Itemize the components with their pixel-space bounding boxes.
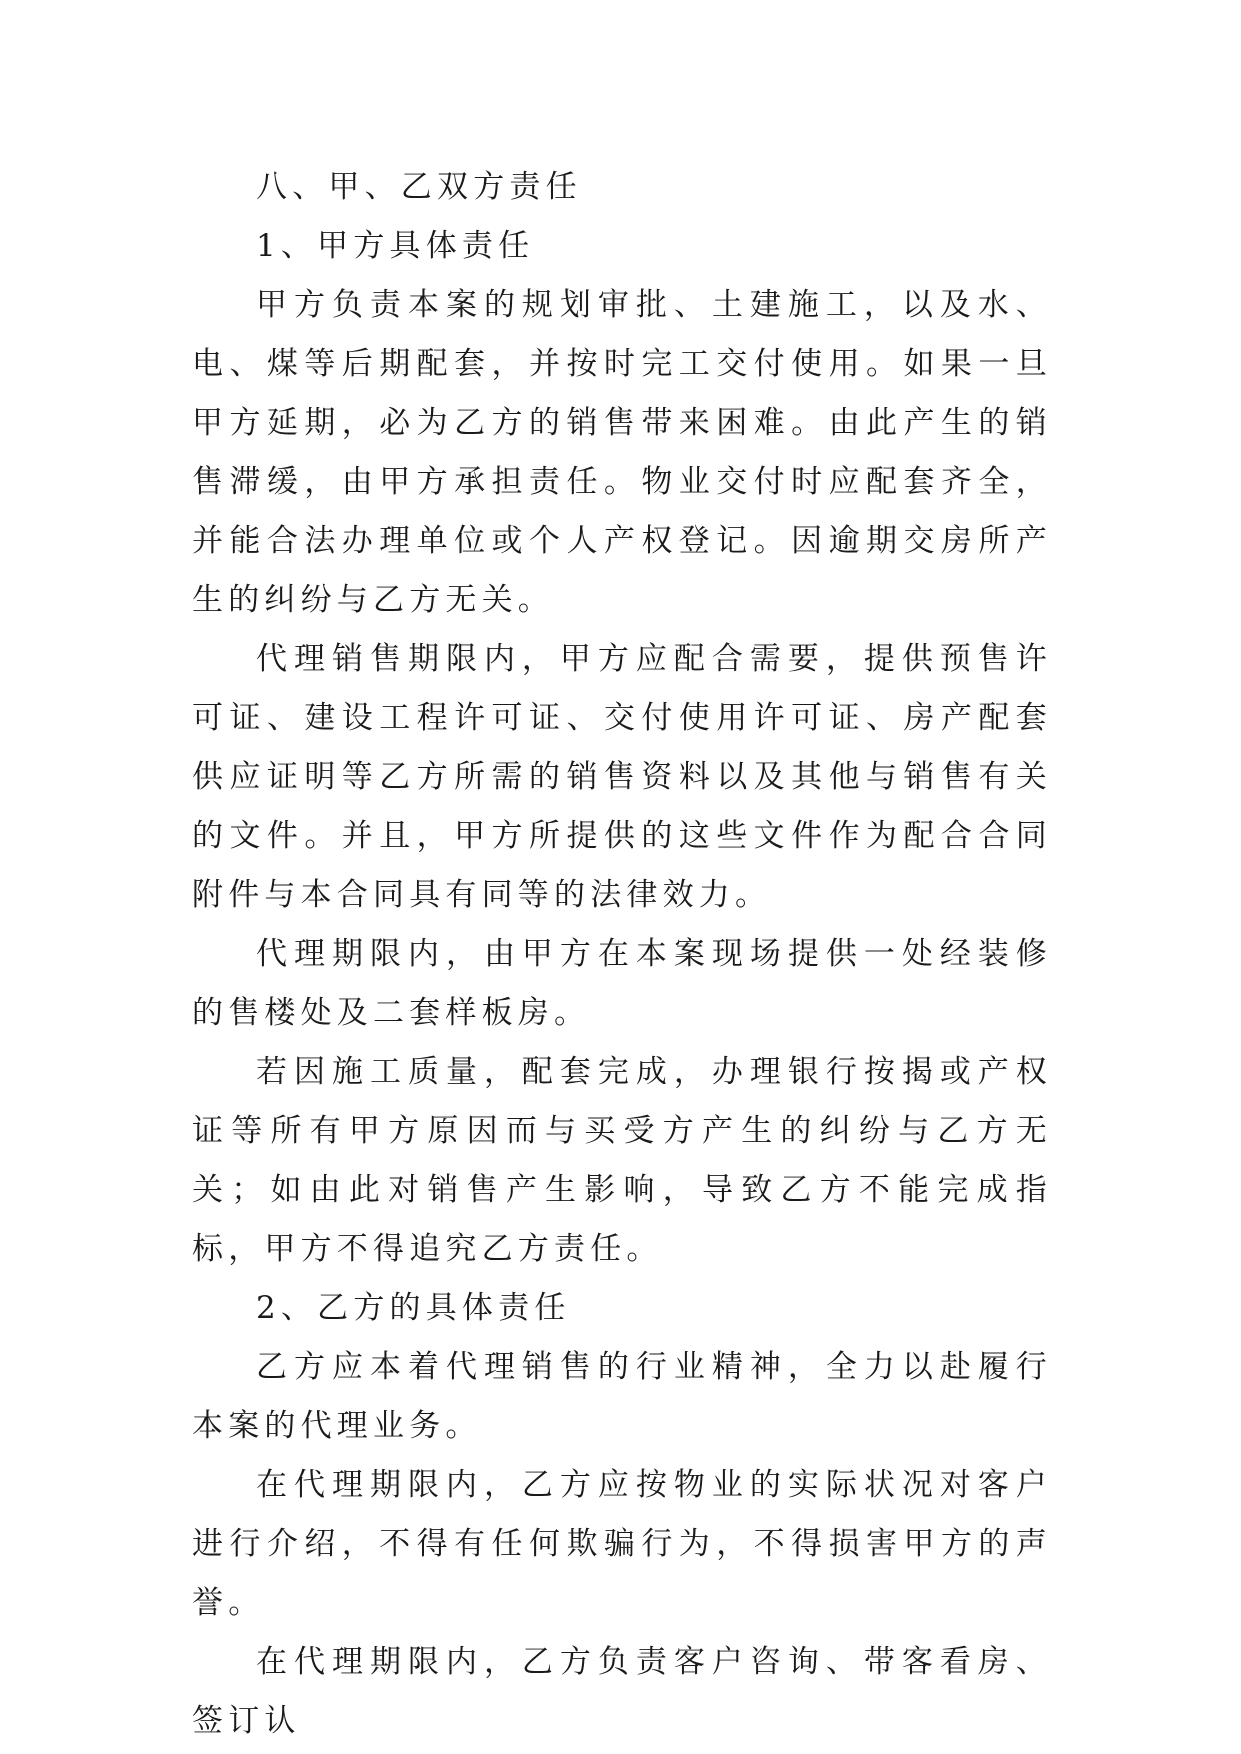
body-paragraph: 在代理期限内，乙方应按物业的实际状况对客户进行介绍，不得有任何欺骗行为，不得损害甲方的声誉。 <box>192 1467 1052 1621</box>
body-paragraph: 在代理期限内，乙方负责客户咨询、带客看房、签订认 <box>192 1644 1052 1739</box>
section-heading: 八、甲、乙双方责任 <box>256 169 582 205</box>
subsection-heading: 1、甲方具体责任 <box>256 228 535 264</box>
body-paragraph: 甲方负责本案的规划审批、土建施工，以及水、电、煤等后期配套，并按时完工交付使用。如果一旦甲方延期，必为乙方的销售带来困难。由此产生的销售滞缓，由甲方承担责任。物业交付时应配套齐全，并能合法办理单位或个人产权登记。因逾期交房所产生的纠纷与乙方无关。 <box>192 287 1052 618</box>
body-paragraph: 代理销售期限内，甲方应配合需要，提供预售许可证、建设工程许可证、交付使用许可证、房产配套供应证明等乙方所需的销售资料以及其他与销售有关的文件。并且，甲方所提供的这些文件作为配合合同附件与本合同具有同等的法律效力。 <box>192 641 1052 913</box>
body-paragraph: 若因施工质量，配套完成，办理银行按揭或产权证等所有甲方原因而与买受方产生的纠纷与乙方无关；如由此对销售产生影响，导致乙方不能完成指标，甲方不得追究乙方责任。 <box>192 1054 1052 1267</box>
body-paragraph: 乙方应本着代理销售的行业精神，全力以赴履行本案的代理业务。 <box>192 1349 1052 1444</box>
document-body <box>192 158 1052 1751</box>
body-paragraph: 代理期限内，由甲方在本案现场提供一处经装修的售楼处及二套样板房。 <box>192 936 1052 1031</box>
subsection-heading: 2、乙方的具体责任 <box>256 1290 571 1326</box>
